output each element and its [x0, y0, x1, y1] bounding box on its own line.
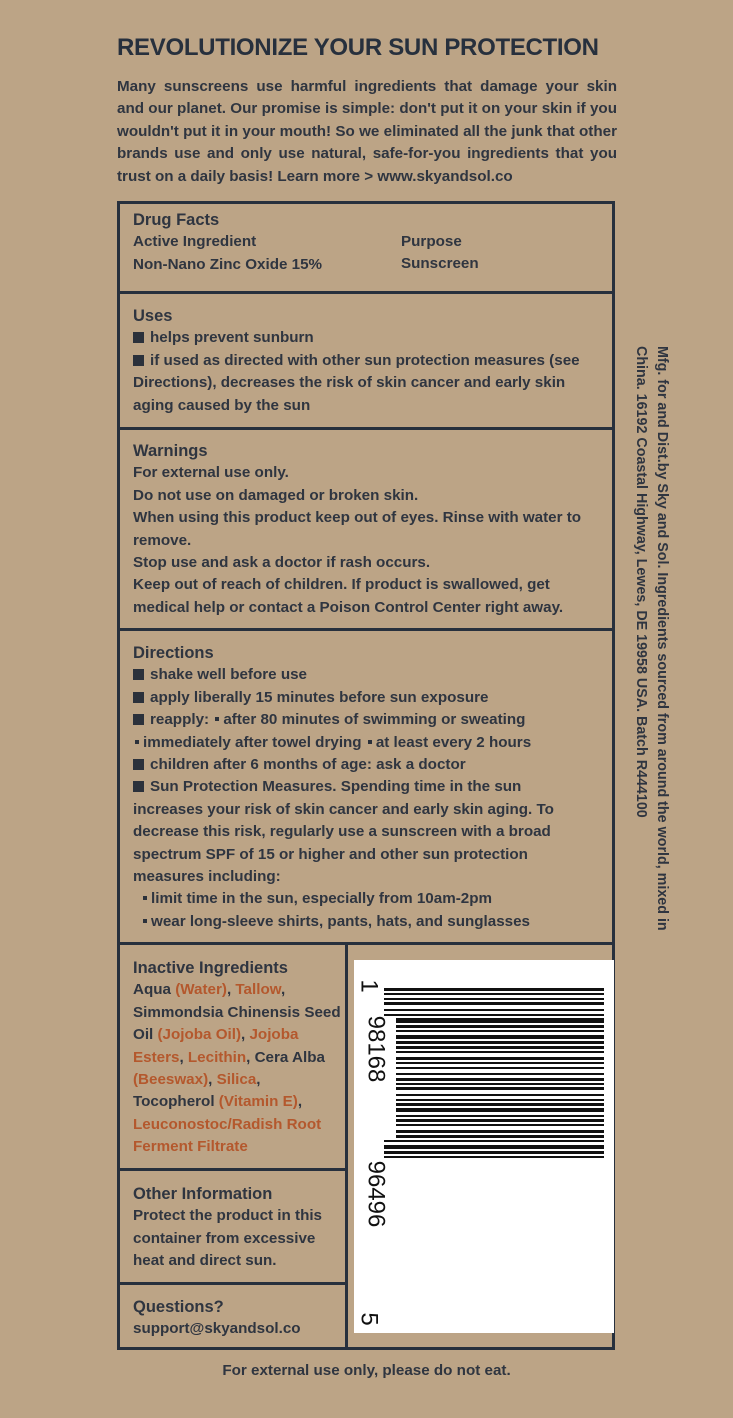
headline: REVOLUTIONIZE YOUR SUN PROTECTION	[117, 34, 599, 61]
barcode-bar	[384, 998, 604, 1000]
inactive-ingredients-text	[133, 979, 341, 1158]
ingredient-highlight: (Water)	[175, 981, 227, 999]
inactive-ingredients-section	[133, 957, 341, 1159]
divider	[117, 1168, 347, 1171]
list-item	[133, 709, 603, 731]
warnings-title: Warnings	[133, 442, 208, 460]
ingredient-highlight: Jojoba Esters	[133, 1026, 299, 1066]
bullet-dot-icon	[215, 717, 219, 721]
intro-paragraph: Many sunscreens use harmful ingredients that damage your skin and our planet. Our promise is simple: don't put it on your skin if you wouldn't put it in your mouth! So we eliminated all the junk that other brands use and only use natural, safe-for-you ingredients that you trust on a daily basis! Learn more > www.skyandsol.co	[117, 78, 617, 185]
list-item-text: limit time in the sun, especially from 10am-2pm	[151, 890, 492, 908]
ingredient-highlight: Silica	[216, 1071, 257, 1089]
barcode-bar	[396, 1119, 604, 1122]
questions-title: Questions?	[133, 1298, 224, 1316]
barcode-bar	[396, 1073, 604, 1075]
bullet-square-icon	[133, 355, 144, 366]
purpose-value: Sunscreen	[401, 255, 479, 273]
barcode-bar	[396, 1041, 604, 1044]
divider	[117, 942, 615, 945]
ingredient-highlight: (Vitamin E)	[218, 1093, 298, 1111]
list-item-text: after 80 minutes of swimming or sweating	[223, 711, 526, 729]
barcode-bar	[384, 993, 604, 995]
list-item	[133, 888, 603, 910]
bullet-square-icon	[133, 714, 144, 725]
bullet-dot-icon	[143, 896, 147, 900]
barcode	[354, 960, 614, 1333]
list-item-text: children after 6 months of age: ask a doctor	[150, 756, 466, 774]
bullet-square-icon	[133, 669, 144, 680]
ingredient-highlight: Tallow	[235, 981, 281, 999]
ingredient-highlight: (Jojoba Oil)	[157, 1026, 242, 1044]
list-item	[133, 664, 603, 686]
list-item-text: shake well before use	[150, 666, 308, 684]
barcode-bar	[396, 1083, 604, 1085]
ingredient-text: Aqua	[133, 981, 176, 999]
barcode-digit: 98168	[362, 1015, 390, 1083]
ingredient-text: ,	[179, 1048, 188, 1066]
barcode-bar	[396, 1115, 604, 1117]
bullet-dot-icon	[368, 740, 372, 744]
ingredient-text: , Cera Alba	[246, 1048, 325, 1066]
list-item-lead: Sun Protection Measures.	[150, 778, 337, 796]
directions-title: Directions	[133, 644, 214, 662]
barcode-bar	[384, 1145, 604, 1149]
divider	[117, 1282, 347, 1285]
list-item-text: wear long-sleeve shirts, pants, hats, and sunglasses	[151, 912, 530, 930]
ingredient-text: , Tocopherol	[133, 1071, 261, 1111]
list-item	[133, 732, 603, 754]
barcode-bar	[396, 1078, 604, 1081]
ingredient-text: ,	[297, 1093, 303, 1111]
divider-vertical	[345, 945, 348, 1350]
ingredient-text: , Simmondsia Chinensis Seed Oil	[133, 981, 341, 1044]
list-item-text: Spending time in the sun increases your risk of skin cancer and early skin aging. To decrease this risk, regularly use a sunscreen with a broad spectrum SPF of 15 or higher and other sun protection measures including:	[133, 778, 554, 886]
ingredient-text: ,	[208, 1071, 217, 1089]
barcode-bar	[384, 1156, 604, 1158]
barcode-bar	[396, 1103, 604, 1106]
list-item	[133, 687, 603, 709]
warning-line: Keep out of reach of children. If product is swallowed, get medical help or contact a Poison Control Center right away.	[133, 576, 564, 616]
warning-line: Stop use and ask a doctor if rash occurs.	[133, 554, 431, 572]
uses-title: Uses	[133, 307, 173, 325]
barcode-digit: 96496	[362, 1160, 390, 1228]
barcode-bar	[396, 1094, 604, 1096]
barcode-digits	[354, 960, 394, 1333]
active-ingredient-label: Active Ingredient	[133, 233, 257, 251]
list-item-text: helps prevent sunburn	[150, 329, 314, 347]
list-item	[133, 350, 603, 417]
barcode-bar	[396, 1025, 604, 1028]
purpose-label: Purpose	[401, 233, 462, 251]
list-item	[133, 776, 583, 888]
list-item-text: apply liberally 15 minutes before sun exposure	[150, 688, 489, 706]
warning-line: When using this product keep out of eyes. Rinse with water to remove.	[133, 509, 582, 549]
barcode-bar	[384, 1151, 604, 1154]
questions-section	[133, 1296, 341, 1341]
footer-note: For external use only, please do not eat.	[222, 1362, 511, 1379]
barcode-digit: 5	[355, 1312, 383, 1326]
barcode-bar	[396, 1035, 604, 1039]
barcode-bar	[396, 1062, 604, 1064]
manufacturer-info: Mfg. for and Dist.by Sky and Sol. Ingredients sourced from around the world, mixed in China. 16192 Coastal Highway, Lewes, DE 19958 USA. Batch R444100	[633, 346, 670, 931]
bullet-square-icon	[133, 759, 144, 770]
warnings-section	[133, 440, 603, 619]
list-item	[133, 911, 603, 933]
barcode-bar	[396, 1046, 604, 1049]
divider	[117, 291, 615, 294]
ingredient-highlight: Lecithin	[187, 1048, 247, 1066]
barcode-bar	[396, 1018, 604, 1023]
other-information-title: Other Information	[133, 1185, 273, 1203]
barcode-bar	[384, 1014, 604, 1016]
other-information-text: Protect the product in this container from excessive heat and direct sun.	[133, 1207, 323, 1270]
drug-facts-title: Drug Facts	[133, 211, 220, 229]
list-item-text: if used as directed with other sun protection measures (see Directions), decreases the risk of skin cancer and early skin aging caused by the sun	[133, 351, 580, 414]
list-item-text: reapply:	[150, 711, 210, 729]
barcode-bar	[396, 1108, 604, 1112]
bullet-square-icon	[133, 332, 144, 343]
inactive-ingredients-title: Inactive Ingredients	[133, 959, 288, 977]
barcode-bar	[384, 988, 604, 991]
barcode-bar	[396, 1135, 604, 1138]
bullet-dot-icon	[143, 919, 147, 923]
list-item-text: at least every 2 hours	[375, 733, 532, 751]
warning-line: Do not use on damaged or broken skin.	[133, 486, 419, 504]
barcode-digit: 1	[355, 979, 383, 993]
barcode-bar	[384, 1009, 604, 1011]
barcode-bar	[384, 1002, 604, 1005]
list-item-text: immediately after towel drying	[143, 733, 362, 751]
drug-facts-section	[133, 209, 603, 276]
barcode-bar	[396, 1099, 604, 1101]
bullet-dot-icon	[135, 740, 139, 744]
ingredient-highlight: (Beeswax)	[133, 1071, 209, 1089]
ingredient-text: ,	[226, 981, 236, 999]
active-ingredient-value: Non-Nano Zinc Oxide 15%	[133, 255, 323, 273]
barcode-bar	[396, 1051, 604, 1053]
barcode-bar	[396, 1130, 604, 1133]
barcode-bar	[384, 1140, 604, 1142]
directions-section	[133, 642, 603, 933]
bullet-square-icon	[133, 781, 144, 792]
ingredient-highlight: Leuconostoc/Radish Root Ferment Filtrate	[133, 1115, 322, 1156]
barcode-bar	[396, 1030, 604, 1032]
uses-section	[133, 305, 603, 417]
divider	[117, 628, 615, 631]
barcode-bar	[396, 1124, 604, 1126]
bullet-square-icon	[133, 692, 144, 703]
barcode-bars	[384, 988, 604, 1308]
other-information-section	[133, 1183, 341, 1273]
divider	[117, 427, 615, 430]
support-email: support@skyandsol.co	[133, 1320, 301, 1338]
list-item	[133, 327, 603, 349]
list-item	[133, 754, 603, 776]
barcode-bar	[396, 1087, 604, 1090]
ingredient-text: ,	[241, 1026, 250, 1044]
barcode-bar	[396, 1067, 604, 1069]
warning-line: For external use only.	[133, 464, 289, 482]
barcode-bar	[396, 1057, 604, 1060]
